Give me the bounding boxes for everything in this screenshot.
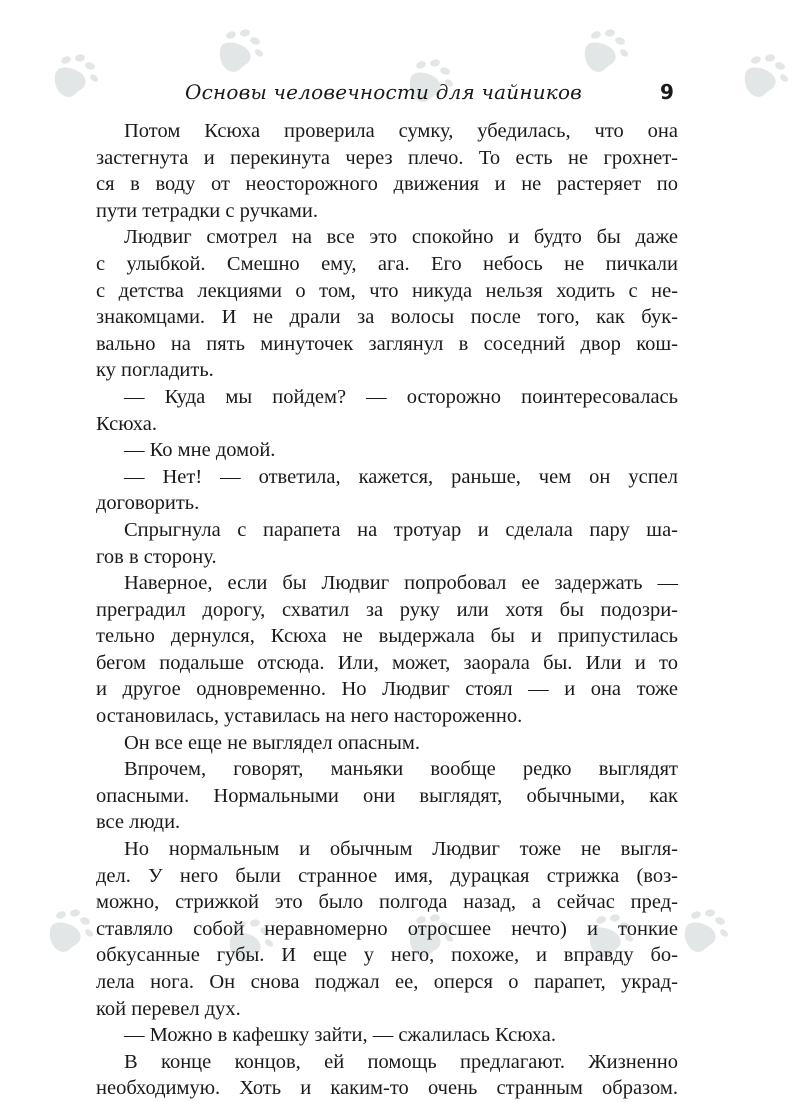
text-line: лела нога. Он снова поджал ее, оперся о парапет, украд-	[96, 971, 678, 993]
text-line: — Куда мы пойдем? — осторожно поинтересовалась	[124, 385, 678, 408]
text-line: пути тетрадки с ручками.	[96, 199, 318, 222]
text-line: Но нормальным и обычным Людвиг тоже не выгля-	[124, 838, 678, 861]
text-line: кой перевел дух.	[96, 997, 241, 1020]
page-number: 9	[660, 80, 674, 104]
text-line: гов в сторону.	[96, 545, 217, 568]
text-line: с улыбкой. Смешно ему, ага. Его небось не пичкали	[96, 252, 678, 275]
text-line: Впрочем, говорят, маньяки вообще редко выглядят	[124, 758, 678, 781]
text-line: можно, стрижкой это было полгода назад, а сейчас пред-	[96, 891, 678, 914]
text-line: Людвиг смотрел на все это спокойно и будто бы даже	[124, 226, 678, 249]
paw-print-icon	[45, 905, 95, 955]
text-line: застегнута и перекинута через плечо. То есть не грохнет-	[96, 146, 678, 169]
book-title: Основы человечности для чайников	[185, 80, 583, 104]
paw-print-icon	[680, 905, 730, 955]
text-line: преградил дорогу, схватил за руку или хотя бы подозри-	[96, 598, 678, 621]
text-line: знакомцами. И не драли за волосы после того, как бук-	[96, 306, 678, 329]
text-line: — Можно в кафешку зайти, — сжалилась Ксюха.	[124, 1024, 556, 1047]
text-line: обкусанные губы. И еще у него, похоже, и вправду бо-	[96, 944, 678, 967]
text-line: ку погладить.	[96, 359, 214, 382]
text-line: — Ко мне домой.	[124, 439, 276, 462]
text-line: Ксюха.	[96, 412, 157, 435]
text-line: опасными. Нормальными они выглядят, обычными, как	[96, 784, 678, 807]
paw-print-icon	[215, 25, 265, 75]
text-line: Он все еще не выглядел опасным.	[124, 731, 420, 754]
text-line: бегом подальше отсюда. Или, может, заорала бы. Или и то	[96, 651, 678, 674]
text-line: ся в воду от неосторожного движения и не растеряет по	[96, 173, 678, 196]
text-line: ставляло собой неравномерно отросшее нечто) и тонкие	[96, 917, 678, 940]
text-line: и другое одновременно. Но Людвиг стоял — и она тоже	[96, 678, 678, 701]
running-header	[0, 80, 800, 110]
text-line: Наверное, если бы Людвиг попробовал ее задержать —	[124, 572, 678, 595]
text-line: В конце концов, ей помощь предлагают. Жизненно	[124, 1050, 678, 1073]
text-line: все люди.	[96, 811, 181, 834]
text-line: остановилась, уставилась на него настороженно.	[96, 705, 523, 728]
text-line: — Нет! — ответила, кажется, раньше, чем он успел	[124, 465, 678, 488]
paw-print-icon	[580, 25, 630, 75]
text-line: Спрыгнула с парапета на тротуар и сделала пару ша-	[124, 518, 678, 541]
text-line: с детства лекциями о том, что никуда нельзя ходить с не-	[96, 279, 678, 302]
text-line: Потом Ксюха проверила сумку, убедилась, что она	[124, 120, 678, 142]
text-line: необходимую. Хоть и каким-то очень странным образом.	[96, 1077, 678, 1100]
text-line: договорить.	[96, 492, 200, 515]
text-line: тельно дернулся, Ксюха не выдержала бы и припустилась	[96, 625, 678, 648]
text-line: вально на пять минуточек заглянул в соседний двор кош-	[96, 332, 678, 355]
text-line: дел. У него были странное имя, дурацкая стрижка (воз-	[96, 864, 678, 887]
body-text	[96, 118, 678, 1102]
